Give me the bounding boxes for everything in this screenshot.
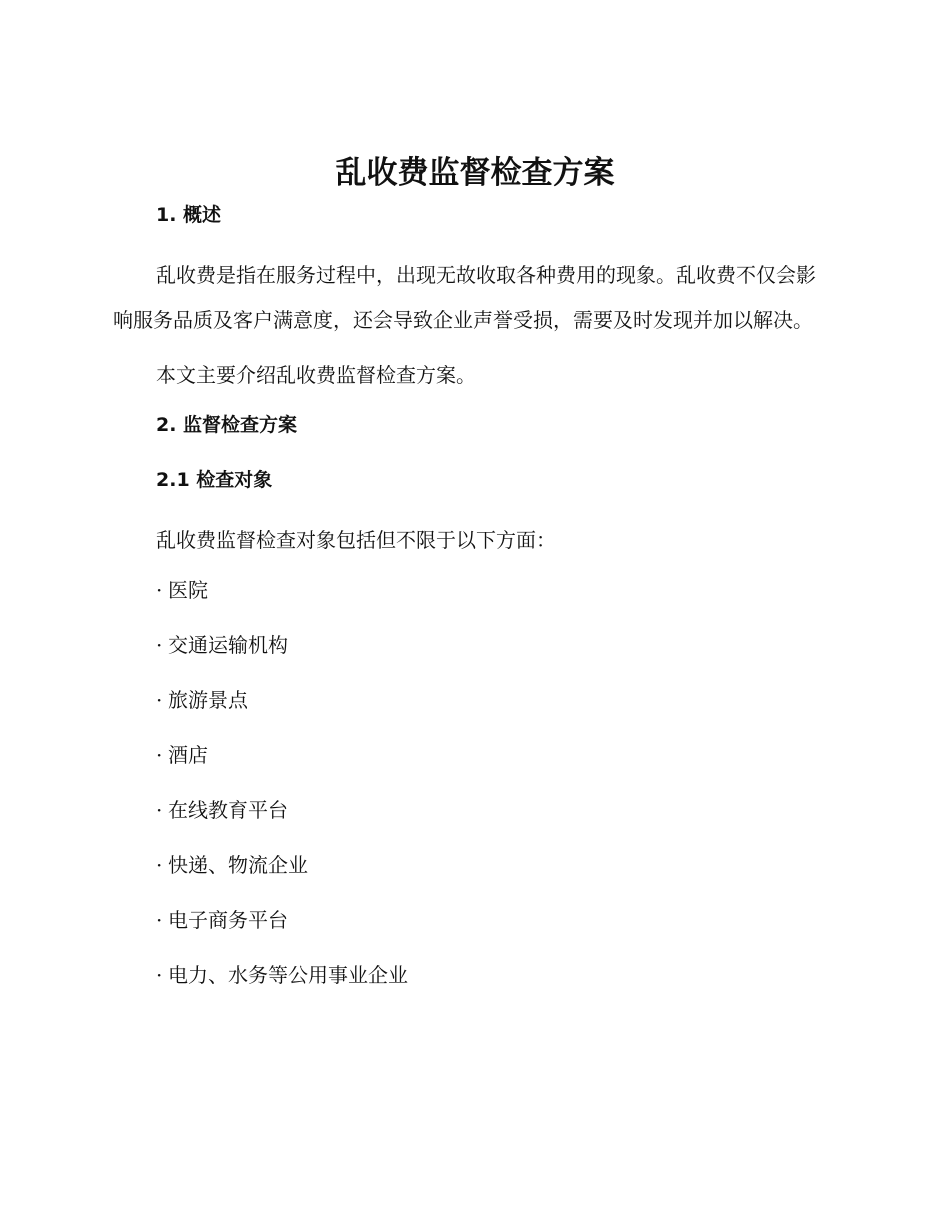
list-item (113, 683, 833, 717)
bullet-marker: · (156, 798, 163, 822)
bullet-marker: · (156, 853, 163, 877)
document-title: 乱收费监督检查方案 (335, 155, 615, 191)
list-item-text: 医院 (168, 578, 208, 602)
list-item-text: 在线教育平台 (168, 798, 288, 822)
bullet-marker: · (156, 688, 163, 712)
list-item-text: 交通运输机构 (168, 633, 288, 657)
list-item-text: 电子商务平台 (168, 908, 288, 932)
list-item (113, 848, 833, 882)
targets-intro-paragraph: 乱收费监督检查对象包括但不限于以下方面： (156, 528, 556, 552)
section-heading-targets: 2.1 检查对象 (156, 469, 273, 491)
bullet-marker: · (156, 743, 163, 767)
overview-paragraph-2: 本文主要介绍乱收费监督检查方案。 (156, 363, 476, 387)
overview-paragraph-1: 乱收费是指在服务过程中，出现无故收取各种费用的现象。乱收费不仅会影响服务品质及客户满意度，还会导致企业声誉受损，需要及时发现并加以解决。 (113, 263, 816, 332)
bullet-marker: · (156, 963, 163, 987)
list-item (113, 903, 833, 937)
list-item-text: 酒店 (168, 743, 208, 767)
section-heading-plan: 2. 监督检查方案 (156, 414, 298, 436)
bullet-marker: · (156, 633, 163, 657)
list-item (113, 958, 833, 992)
list-item-text: 旅游景点 (168, 688, 248, 712)
section-heading-overview: 1. 概述 (156, 204, 222, 226)
bullet-marker: · (156, 578, 163, 602)
list-item (113, 573, 833, 607)
bullet-marker: · (156, 908, 163, 932)
list-item-text: 电力、水务等公用事业企业 (168, 963, 408, 987)
document-body (113, 198, 833, 1013)
list-item-text: 快递、物流企业 (168, 853, 308, 877)
list-item (113, 793, 833, 827)
targets-list (113, 573, 833, 992)
list-item (113, 738, 833, 772)
list-item (113, 628, 833, 662)
